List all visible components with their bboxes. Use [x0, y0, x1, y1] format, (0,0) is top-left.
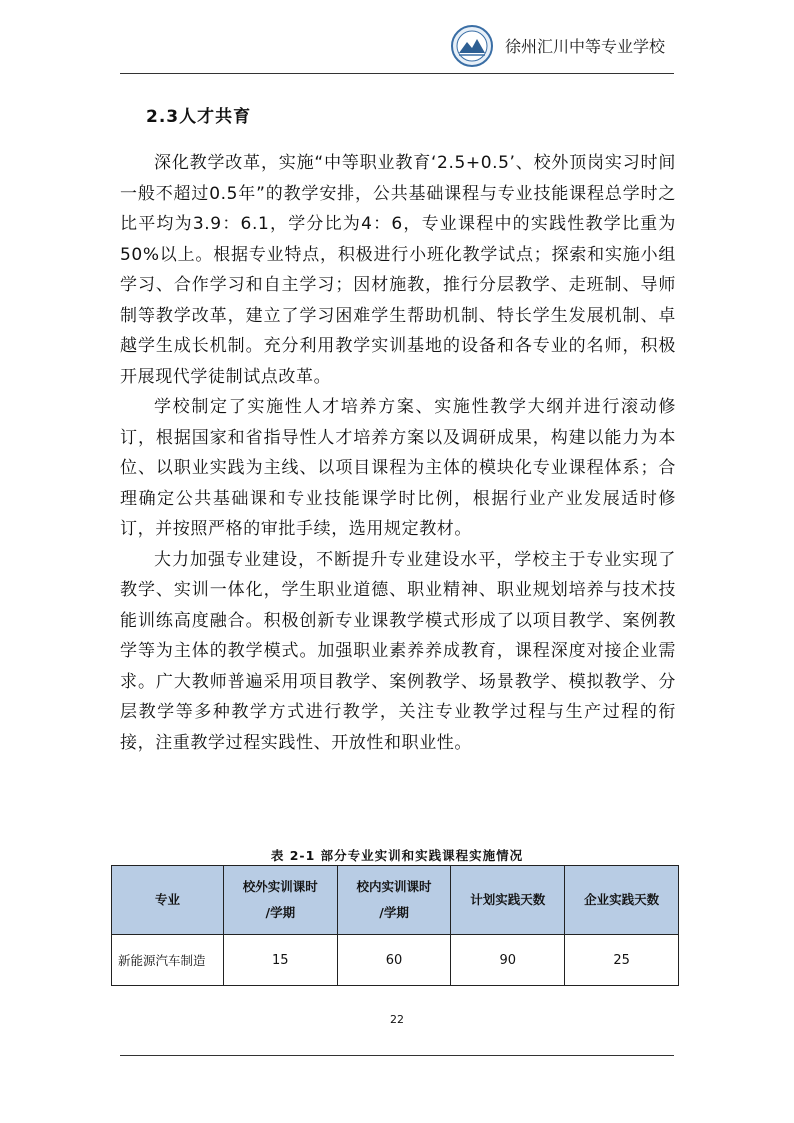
table-cell: 25 — [565, 935, 679, 986]
table-caption: 表 2-1 部分专业实训和实践课程实施情况 — [270, 848, 524, 863]
table-cell: 15 — [223, 935, 337, 986]
paragraph: 大力加强专业建设，不断提升专业建设水平，学校主于专业实现了教学、实训一体化，学生职业道德、职业精神、职业规划培养与技术技能训练高度融合。积极创新专业课教学模式形成了以项目教学、案例教学等为主体的教学模式。加强职业素养养成教育，课程深度对接企业需求。广大教师普遍采用项目教学、案例教学、场景教学、模拟教学、分层教学等多种教学方式进行教学，关注专业教学过程与生产过程的衔接，注重教学过程实践性、开放性和职业性。 — [120, 549, 676, 753]
header-line: 专业 — [154, 892, 180, 907]
table-cell: 新能源汽车制造 — [112, 935, 224, 986]
header-line: /学期 — [265, 905, 296, 920]
section-heading: 2.3人才共育 — [146, 107, 252, 127]
main-content — [120, 100, 676, 758]
table-header-row — [112, 866, 679, 935]
page-number: 22 — [390, 1013, 404, 1026]
footer-rule — [120, 1055, 674, 1056]
page-header — [120, 18, 674, 74]
paragraph: 学校制定了实施性人才培养方案、实施性教学大纲并进行滚动修订，根据国家和省指导性人才培养方案以及调研成果，构建以能力为本位、以职业实践为主线、以项目课程为主体的模块化专业课程体系；合理确定公共基础课和专业技能课学时比例，根据行业产业发展适时修订，并按照严格的审批手续，选用规定教材。 — [120, 397, 676, 539]
header-line: 校外实训课时 — [242, 879, 318, 894]
header-cell — [337, 866, 451, 935]
header-line: 计划实践天数 — [470, 892, 546, 907]
table-cell: 90 — [451, 935, 565, 986]
table-cell: 60 — [337, 935, 451, 986]
header-cell — [223, 866, 337, 935]
table-row — [112, 935, 679, 986]
paragraph: 深化教学改革，实施“中等职业教育‘2.5+0.5’、校外顶岗实习时间一般不超过0.5年”的教学安排，公共基础课程与专业技能课程总学时之比平均为3.9：6.1，学分比为4：6，专业课程中的实践性教学比重为50%以上。根据专业特点，积极进行小班化教学试点；探索和实施小组学习、合作学习和自主学习；因材施教，推行分层教学、走班制、导师制等教学改革，建立了学习困难学生帮助机制、特长学生发展机制、卓越学生成长机制。充分利用教学实训基地的设备和各专业的名师，积极开展现代学徒制试点改革。 — [120, 153, 676, 387]
data-table — [111, 865, 679, 986]
header-cell — [451, 866, 565, 935]
school-emblem-icon — [450, 24, 494, 68]
header-line: 企业实践天数 — [584, 892, 660, 907]
paragraphs — [120, 148, 676, 758]
header-rule — [120, 73, 674, 74]
header-cell — [565, 866, 679, 935]
school-name: 徐州汇川中等专业学校 — [505, 37, 666, 56]
header-line: 校内实训课时 — [356, 879, 432, 894]
header-cell — [112, 866, 224, 935]
header-line: /学期 — [379, 905, 409, 920]
